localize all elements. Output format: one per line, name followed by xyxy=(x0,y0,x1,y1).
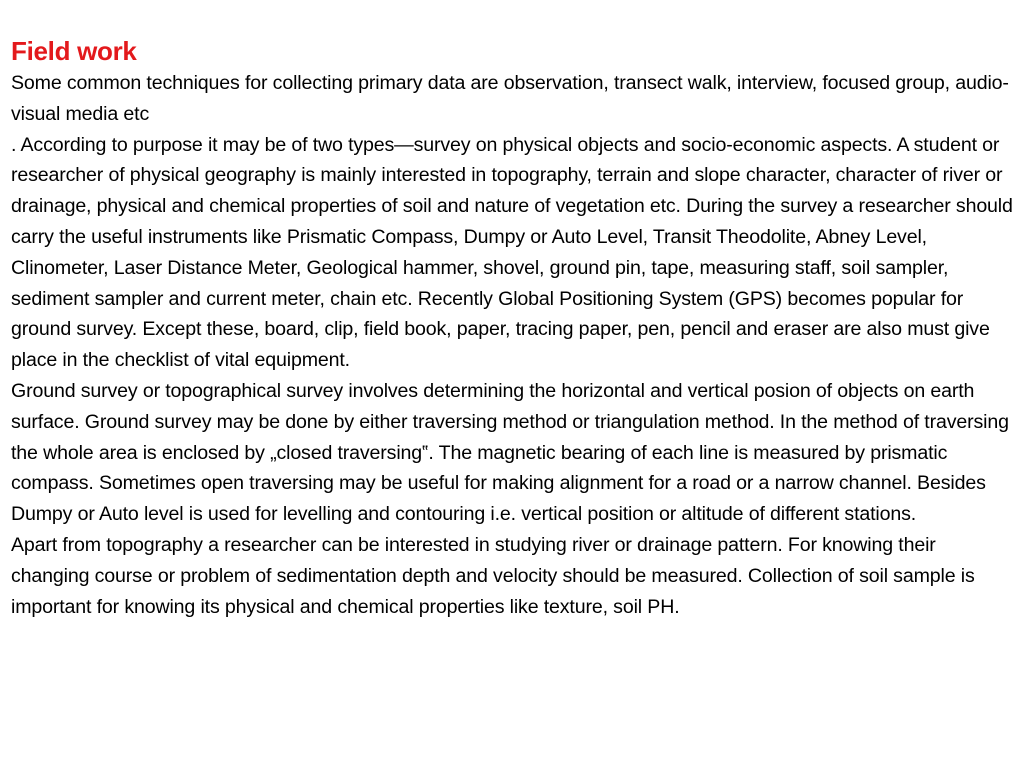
paragraph-survey-types: . According to purpose it may be of two types—survey on physical objects and socio-economic aspects. A student or researcher of physical geography is mainly interested in topography, terrain and slope character, character of river or drainage, physical and chemical properties of soil and nature of vegetation etc. During the survey a researcher should carry the useful instruments like Prismatic Compass, Dumpy or Auto Level, Transit Theodolite, Abney Level, Clinometer, Laser Distance Meter, Geological hammer, shovel, ground pin, tape, measuring staff, soil sampler, sediment sampler and current meter, chain etc. Recently Global Positioning System (GPS) becomes popular for ground survey. Except these, board, clip, field book, paper, tracing paper, pen, pencil and eraser are also must give place in the checklist of vital equipment. xyxy=(11,133,1013,372)
paragraph-ground-survey: Ground survey or topographical survey involves determining the horizontal and vertical posion of objects on earth surface. Ground survey may be done by either traversing method or triangulation method. In the method of traversing the whole area is enclosed by „closed traversing‟. The magnetic bearing of each line is measured by prismatic compass. Sometimes open traversing may be useful for making alignment for a road or a narrow channel. Besides Dumpy or Auto level is used for levelling and contouring i.e. vertical position or altitude of different stations. xyxy=(11,379,1009,526)
paragraph-intro: Some common techniques for collecting primary data are observation, transect walk, interview, focused group, audio-visual media etc xyxy=(11,72,1009,125)
slide-body xyxy=(11,68,1016,622)
slide xyxy=(11,34,1016,622)
paragraph-river-soil: Apart from topography a researcher can be interested in studying river or drainage pattern. For knowing their changing course or problem of sedimentation depth and velocity should be measured. Collection of soil sample is important for knowing its physical and chemical properties like texture, soil PH. xyxy=(11,533,975,618)
slide-title: Field work xyxy=(11,36,137,66)
